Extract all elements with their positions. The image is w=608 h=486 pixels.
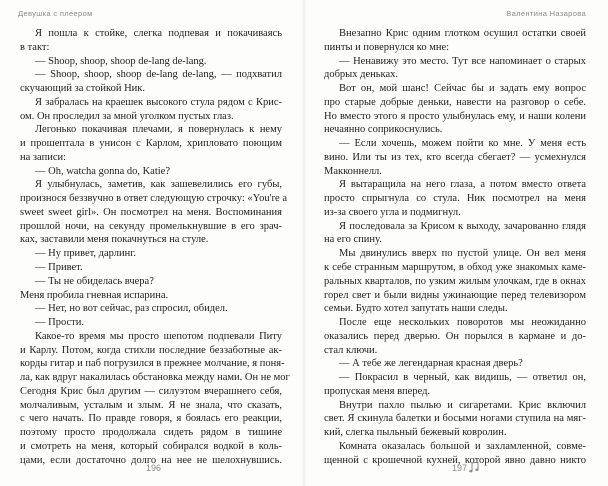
text-line: пинты и повернулся ко мне: bbox=[324, 41, 450, 53]
text-line: — Shoop, shoop, shoop de-lang de-lang, — подхватил bbox=[35, 69, 282, 81]
text-line: sweet sweet girl». Он посмотрел на меня. Воспоминания bbox=[20, 206, 282, 218]
text-line: — Если хочешь, можем пойти ко мне. У меня есть bbox=[339, 138, 586, 150]
text-line: — Нет, но вот сейчас, раз спросил, обидел. bbox=[35, 303, 228, 315]
text-line: вино. Или ты из тех, кто всегда сбегает? — усмехнулся bbox=[324, 151, 586, 163]
text-line: корды гитар и паб погрузился в прежнее молчание, я поня- bbox=[20, 358, 285, 370]
text-line: Я забралась на краешек высокого стула рядом с Крис- bbox=[35, 96, 282, 108]
text-line: семьи. Будто хотел запутать наши следы. bbox=[324, 303, 508, 315]
page-number-right bbox=[452, 462, 479, 473]
text-line: прошлой ночи, на секунду промелькнувшие в его зрач- bbox=[20, 220, 282, 232]
text-line: Я улыбнулась, заметив, как зашевелились его губы, bbox=[35, 179, 282, 191]
text-line: с чего начать. По правде говоря, я боялась его реакции, bbox=[20, 413, 282, 425]
text-line: Внутри пахло пылью и сигаретами. Крис включил bbox=[339, 399, 586, 411]
text-line: и смотреть на меня, который собирался водкой в коль- bbox=[20, 440, 282, 452]
text-line: Мы двинулись вверх по пустой улице. Он вел меня bbox=[339, 248, 586, 260]
text-line: оказались перед дверью. Он порылся в кармане и до- bbox=[324, 330, 586, 342]
text-line: — Ну привет, дарлинг. bbox=[35, 248, 137, 260]
text-line: поэтому просто продолжала сидеть рядом в тишине bbox=[20, 427, 282, 439]
text-line: Я последовала за Крисом к выходу, зачарованно глядя bbox=[339, 220, 586, 232]
text-line: просто спрыгнула со стула. Ник посмотрел на меня bbox=[324, 193, 586, 205]
text-line: Но вместо этого я просто улыбнулась ему, и наши колени bbox=[324, 110, 586, 122]
text-line: на записи: bbox=[20, 151, 67, 163]
text-line: и Карлу. Потом, когда стихли последние беззаботные ак- bbox=[20, 344, 282, 356]
text-line: — А тебе же легендарная красная дверь? bbox=[339, 358, 523, 370]
text-line: Легонько покачивая плечами, я повернулась к нему bbox=[35, 124, 282, 136]
text-line: ках, заставили меня покачнуться на стуле. bbox=[20, 234, 209, 246]
text-line: про старые добрые деньки, навести на разговор о себе. bbox=[324, 96, 586, 108]
text-line: из-за своего угла и подмигнул. bbox=[324, 206, 461, 218]
text-line: щенной с крошечной кухней, которой явно давно никто bbox=[324, 454, 586, 466]
text-line: ом. Он проследил за мной уголком пустых глаз. bbox=[20, 110, 234, 122]
text-line: — Ты не обиделась вчера? bbox=[35, 275, 154, 287]
text-line: добрых деньках. bbox=[324, 69, 399, 81]
text-line: — Покрасил в черный, как видишь, — ответил он, bbox=[339, 372, 586, 384]
running-head-left: Девушка с плеером bbox=[18, 9, 93, 18]
text-line: После еще нескольких поворотов мы неожиданно bbox=[339, 317, 586, 329]
text-line: — Привет. bbox=[35, 262, 83, 274]
text-line: Я пошла к стойке, слегка подпевая и покачиваясь bbox=[35, 28, 282, 39]
text-line: — Shoop, shoop, shoop de-lang de-lang. bbox=[35, 55, 207, 67]
text-line: Меня пробила гневная испарина. bbox=[20, 289, 169, 301]
text-line: Сегодня Крис был другим — силуэтом вчерашнего себя, bbox=[20, 385, 282, 397]
text-line: молчаливым, усталым и злым. Я не знала, что сказать, bbox=[20, 399, 282, 411]
right-page bbox=[304, 0, 608, 486]
text-line: кий, слегка пыльный бежевый ковролин. bbox=[324, 427, 507, 439]
text-line: ральных кварталов, по узким жилым улочкам, где в окнах bbox=[324, 275, 586, 287]
text-line: скучающий за стойкой Ник. bbox=[20, 83, 146, 95]
text-line: Макконнелл. bbox=[324, 165, 382, 177]
text-line: стал ключи. bbox=[324, 344, 378, 356]
text-line: — Oh, watcha gonna do, Katie? bbox=[35, 165, 170, 177]
text-line: цами, если достаточно долго на нее не шелохнувшись. bbox=[20, 454, 282, 466]
right-page-text bbox=[324, 27, 586, 468]
page-number-right-text: 197 bbox=[452, 463, 468, 473]
text-line: — Ненавижу это место. Тут все напоминает о старых bbox=[339, 55, 586, 67]
text-line: — Прости. bbox=[35, 317, 84, 329]
text-line: в такт: bbox=[20, 41, 50, 53]
text-line: нечаянно соприкоснулись. bbox=[324, 124, 443, 136]
running-head-right: Валентина Назарова bbox=[506, 9, 586, 18]
text-line: свет. Я скинула балетки и босыми ногами ступила на мяг- bbox=[324, 413, 586, 425]
text-line: Комната оказалась большой и захламленной, совме- bbox=[339, 440, 586, 452]
text-line: к себе странным маршрутом, в обход уже знакомых каме- bbox=[324, 262, 586, 274]
text-line: Какое-то время мы просто шепотом подпевали Питу bbox=[35, 330, 282, 342]
text-line: пропуская меня вперед. bbox=[324, 385, 431, 397]
text-line: и прошептала в унисон с Карлом, хрипловато поющим bbox=[20, 138, 282, 150]
text-line: ла, как вдруг накалилась обстановка между нами. Он не мог bbox=[20, 372, 290, 384]
text-line: горел свет и были видны ужинающие перед телевизором bbox=[324, 289, 586, 301]
music-note-icon bbox=[469, 462, 479, 473]
left-page-text bbox=[20, 27, 290, 468]
text-line: произнося беззвучно в ответ следующую строчку: «You're a bbox=[20, 193, 287, 205]
text-line: Внезапно Крис одним глотком осушил остатки своей bbox=[339, 28, 586, 39]
text-line: на его спину. bbox=[324, 234, 382, 246]
text-line: Я вытаращила на него глаза, а потом вместо ответа bbox=[339, 179, 586, 191]
page-number-left: 196 bbox=[146, 463, 162, 473]
text-line: Вот он, мой шанс! Сейчас бы и задать ему вопрос bbox=[339, 83, 586, 95]
